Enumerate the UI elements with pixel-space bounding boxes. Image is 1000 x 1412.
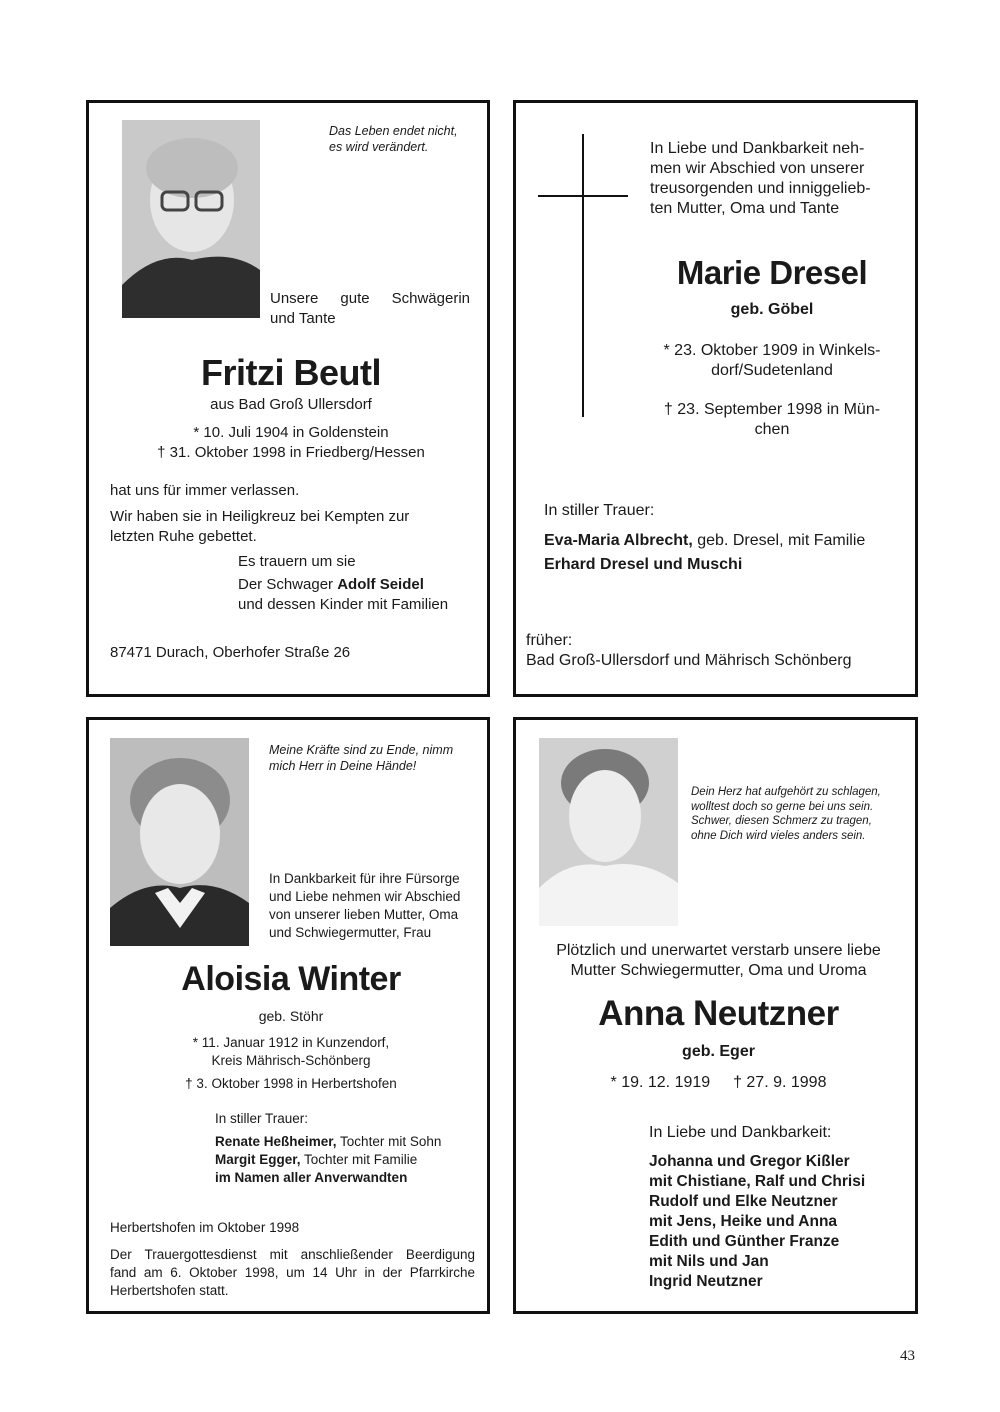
birth-date: * 10. Juli 1904 in Goldenstein (193, 424, 389, 441)
mourners-block: In stiller Trauer: Renate Heßheimer, Tochter mit Sohn Margit Egger, Tochter mit Familie im Namen aller Anverwandten (215, 1111, 442, 1185)
portrait-photo-anna-neutzner (539, 738, 678, 926)
page-number: 43 (900, 1348, 915, 1364)
maiden-name: geb. Eger (682, 1043, 755, 1060)
obituary-card-marie-dresel (513, 100, 918, 697)
portrait-photo-aloisia-winter (110, 738, 249, 946)
list-item: mit Jens, Heike und Anna (649, 1213, 838, 1230)
birth-date: * 11. Januar 1912 in Kunzendorf, Kreis Mährisch-Schönberg (192, 1035, 390, 1068)
deceased-name: Aloisia Winter (181, 960, 401, 998)
death-date: † 3. Oktober 1998 in Herbertshofen (185, 1076, 397, 1091)
address-text: 87471 Durach, Oberhofer Straße 26 (110, 644, 351, 661)
birth-date: * 19. 12. 1919 (610, 1074, 711, 1091)
maiden-name: geb. Göbel (730, 301, 814, 318)
left-us-text: hat uns für immer verlassen. (110, 482, 300, 499)
mourners-list (649, 1152, 914, 1292)
epitaph-quote: Dein Herz hat aufgehört zu schlagen, wolltest doch so gerne bei uns sein. Schwer, diesen Schmerz zu tragen, ohne Dich wird vieles anders sein. (691, 786, 881, 842)
origin-text: aus Bad Groß Ullersdorf (210, 396, 372, 413)
list-item: Rudolf und Elke Neutzner (649, 1193, 838, 1210)
mourners-block: Es trauern um sie Der Schwager Adolf Seidel und dessen Kinder mit Familien (238, 553, 449, 613)
mourners-block: Eva-Maria Albrecht, geb. Dresel, mit Familie Erhard Dresel und Muschi (544, 532, 866, 573)
mourn-label: In Liebe und Dankbarkeit: (649, 1124, 832, 1141)
obituary-card-aloisia-winter (86, 717, 490, 1314)
place-date: Herbertshofen im Oktober 1998 (110, 1220, 300, 1235)
portrait-silhouette-icon (122, 120, 260, 318)
deceased-name: Marie Dresel (676, 254, 868, 291)
maiden-name: geb. Stöhr (258, 1008, 324, 1024)
intro-text: Unsere gute Schwägerin und Tante (270, 290, 470, 327)
list-item: Ingrid Neutzner (649, 1273, 763, 1290)
portrait-photo-fritzi-beutl (122, 120, 260, 318)
list-item: mit Chistiane, Ralf und Chrisi (649, 1173, 866, 1190)
deceased-name: Anna Neutzner (598, 994, 839, 1033)
obituary-card-anna-neutzner (513, 717, 918, 1314)
intro-text: In Liebe und Dankbarkeit neh- men wir Abschied von unserer treusorgenden und inniggelieb- ten Mutter, Oma und Tante (650, 140, 871, 217)
former-residence: früher: Bad Groß-Ullersdorf und Mährisch Schönberg (526, 632, 852, 669)
birth-date: * 23. Oktober 1909 in Winkels- dorf/Sudetenland (663, 342, 881, 379)
cross-icon (538, 134, 628, 419)
burial-text: Wir haben sie in Heiligkreuz bei Kempten zur letzten Ruhe gebettet. (110, 508, 410, 545)
obituary-card-fritzi-beutl (86, 100, 490, 697)
portrait-silhouette-icon (539, 738, 678, 926)
portrait-silhouette-icon (110, 738, 249, 946)
intro-text: Plötzlich und unerwartet verstarb unsere liebe Mutter Schwiegermutter, Oma und Uroma (556, 942, 881, 979)
mourn-label: In stiller Trauer: (544, 502, 655, 519)
service-notice: Der Trauergottesdienst mit anschließender Beerdigung fand am 6. Oktober 1998, um 14 Uhr in der Pfarrkirche Herbertshofen statt. (110, 1247, 475, 1298)
epitaph-quote: Das Leben endet nicht, es wird verändert. (329, 124, 458, 154)
life-dates (516, 1073, 921, 1093)
death-date: † 27. 9. 1998 (733, 1074, 827, 1091)
deceased-name: Fritzi Beutl (201, 352, 381, 393)
epitaph-quote: Meine Kräfte sind zu Ende, nimm mich Herr in Deine Hände! (269, 743, 454, 773)
list-item: mit Nils und Jan (649, 1253, 769, 1270)
intro-text: In Dankbarkeit für ihre Fürsorge und Liebe nehmen wir Abschied von unserer lieben Mutter, Oma und Schwiegermutter, Frau (269, 871, 461, 940)
list-item: Edith und Günther Franze (649, 1233, 840, 1250)
list-item: Johanna und Gregor Kißler (649, 1153, 850, 1170)
death-date: † 31. Oktober 1998 in Friedberg/Hessen (157, 444, 425, 461)
death-date: † 23. September 1998 in Mün- chen (663, 401, 881, 438)
